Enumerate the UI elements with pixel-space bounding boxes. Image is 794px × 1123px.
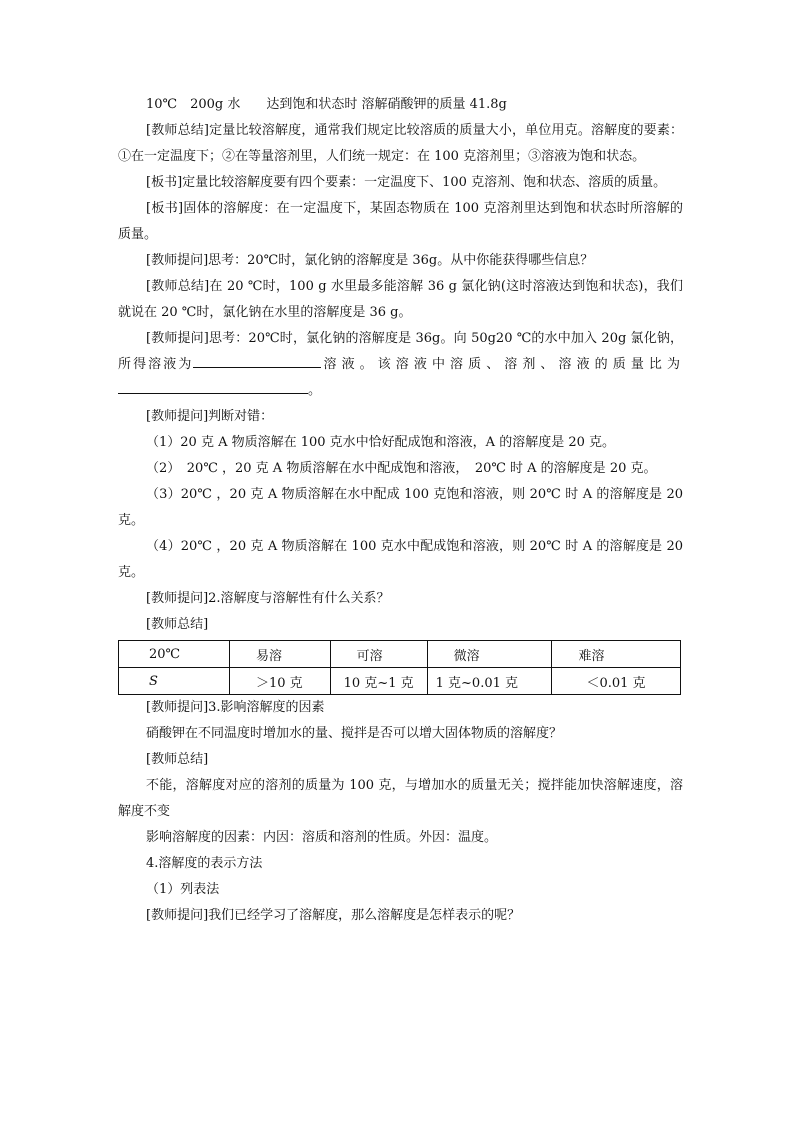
- table-cell: 可溶: [330, 641, 427, 668]
- judgment-item: （4）20℃ ，20 克 A 物质溶解在 100 克水中配成饱和溶液，则 20℃ 时 A 的溶解度是 20 克。: [118, 539, 683, 580]
- table-cell: 20℃: [119, 641, 230, 668]
- text-line: 不能，溶解度对应的溶剂的质量为 100 克，与增加水的质量无关；搅拌能加快溶解速度，溶解度不变: [118, 778, 683, 819]
- question-text: 。: [308, 383, 322, 398]
- table-cell: S: [119, 668, 230, 695]
- section-heading: 4.溶解度的表示方法: [146, 856, 263, 871]
- teacher-question: [教师提问]我们已经学习了溶解度，那么溶解度是怎样表示的呢？: [146, 908, 521, 923]
- table-cell: 10 克~1 克: [330, 668, 427, 695]
- answer-blank: [118, 379, 308, 394]
- fill-blank-question: [118, 326, 683, 404]
- subsection-heading: （1）列表法: [146, 882, 220, 897]
- text-line: 10℃ 200g 水 达到饱和状态时 溶解硝酸钾的质量 41.8g: [146, 97, 507, 112]
- table-cell: 难溶: [552, 641, 681, 668]
- table-cell: ＞10 克: [230, 668, 331, 695]
- judgment-item: （3）20℃ ，20 克 A 物质溶解在水中配成 100 克饱和溶液，则 20℃ 时 A 的溶解度是 20 克。: [118, 487, 683, 528]
- teacher-question: [教师提问]3.影响溶解度的因素: [146, 700, 325, 715]
- teacher-question: [教师提问]2.溶解度与溶解性有什么关系？: [146, 591, 390, 606]
- teacher-summary: [教师总结]: [146, 752, 209, 767]
- table-cell: 1 克~0.01 克: [427, 668, 552, 695]
- table-cell: 易溶: [230, 641, 331, 668]
- teacher-question: [教师提问]判断对错：: [146, 409, 274, 424]
- question-text: 溶液。该溶液中溶质、溶剂、溶液的质量比为: [321, 357, 683, 372]
- board-note: [板书]定量比较溶解度要有四个要素：一定温度下、100 克溶剂、饱和状态、溶质的质量。: [146, 175, 667, 190]
- teacher-summary: [教师总结]: [146, 617, 209, 632]
- solubility-table: [118, 640, 681, 695]
- text-line: 硝酸钾在不同温度时增加水的量、搅拌是否可以增大固体物质的溶解度？: [146, 726, 563, 741]
- document-body: [118, 92, 683, 929]
- table-cell: 微溶: [427, 641, 552, 668]
- judgment-item: （2） 20℃ ，20 克 A 物质溶解在水中配成饱和溶液， 20℃ 时 A 的溶解度是 20 克。: [146, 461, 657, 476]
- teacher-summary: [教师总结]定量比较溶解度，通常我们规定比较溶质的质量大小，单位用克。溶解度的要素：①在一定温度下；②在等量溶剂里，人们统一规定：在 100 克溶剂里；③溶液为饱和状态。: [118, 123, 683, 164]
- text-line: 影响溶解度的因素：内因：溶质和溶剂的性质。外因：温度。: [146, 830, 498, 845]
- teacher-question: [教师提问]思考：20℃时，氯化钠的溶解度是 36g。从中你能获得哪些信息？: [146, 253, 594, 268]
- table-row: [119, 641, 681, 668]
- judgment-item: （1）20 克 A 物质溶解在 100 克水中恰好配成饱和溶液，A 的溶解度是 20 克。: [146, 435, 616, 450]
- table-row: [119, 668, 681, 695]
- table-cell: ＜0.01 克: [552, 668, 681, 695]
- board-note: [板书]固体的溶解度：在一定温度下，某固态物质在 100 克溶剂里达到饱和状态时所溶解的质量。: [118, 201, 683, 242]
- question-text: [教师提问]思考：20℃时，氯化钠的溶解度是 36g。向 50g20 ℃的水中加入 20g 氯化钠，所得溶液为: [118, 331, 683, 372]
- teacher-summary: [教师总结]在 20 ℃时，100 g 水里最多能溶解 36 g 氯化钠(这时溶液达到饱和状态)，我们就说在 20 ℃时，氯化钠在水里的溶解度是 36 g。: [118, 279, 683, 320]
- answer-blank: [193, 353, 321, 368]
